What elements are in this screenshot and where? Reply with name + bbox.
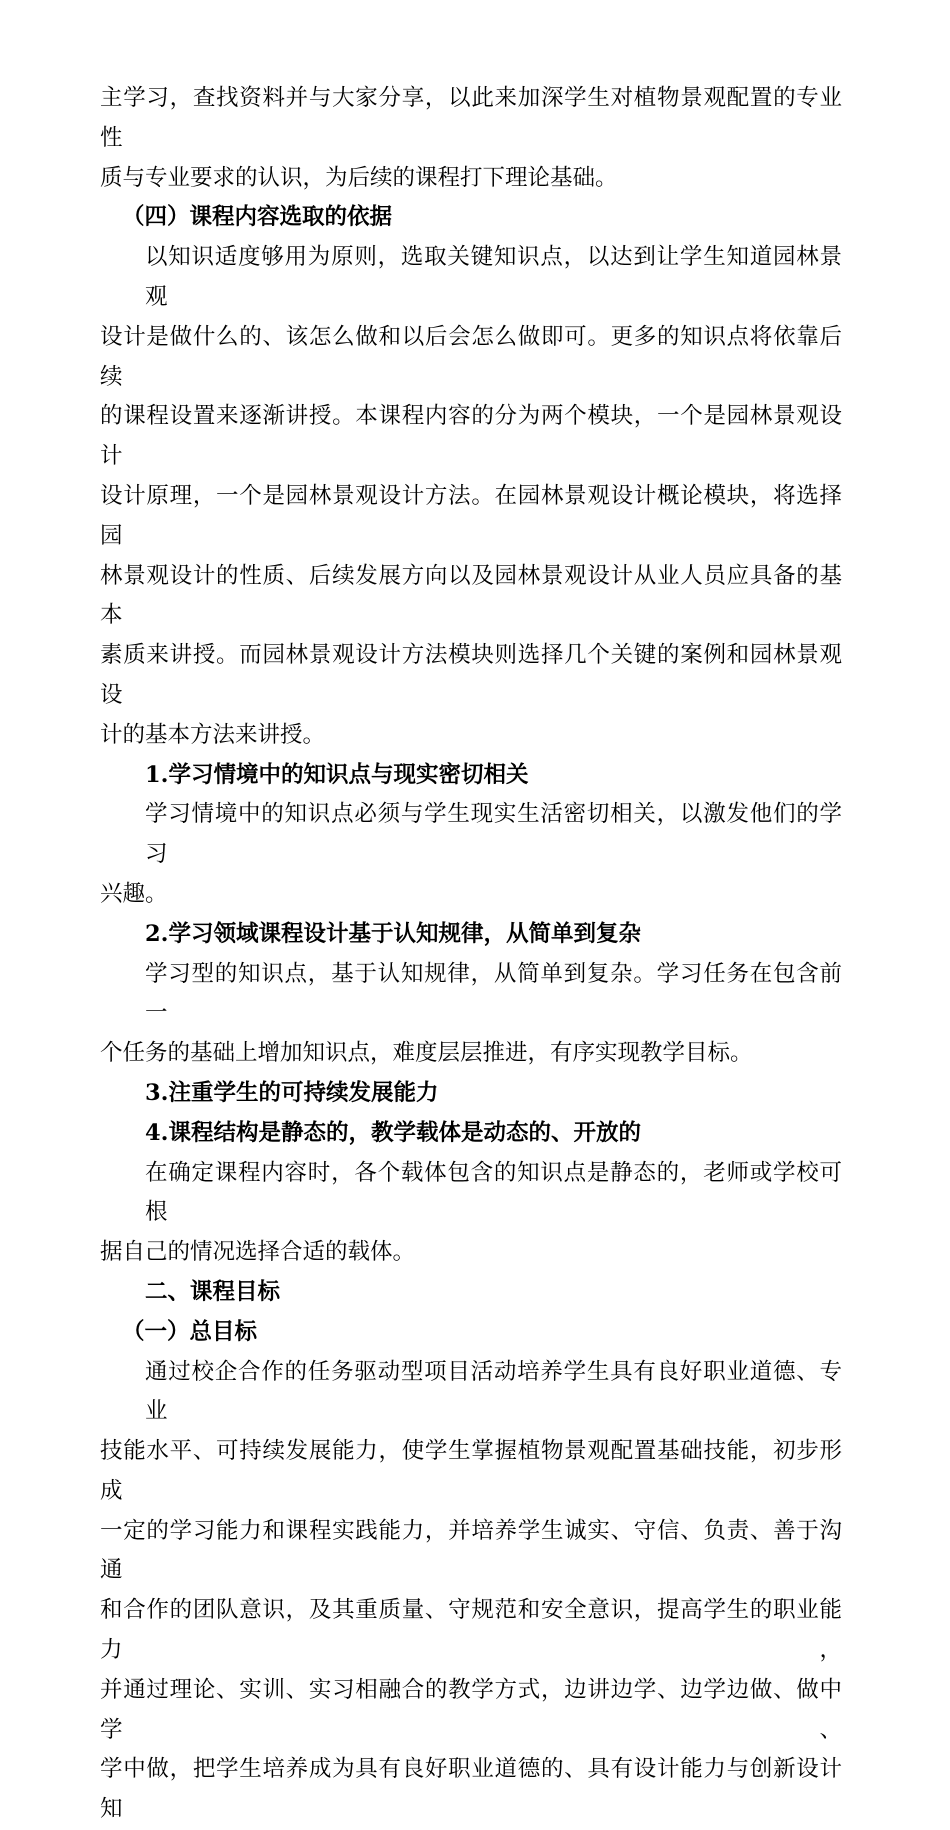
document-page	[100, 79, 842, 1830]
heading-text: 2.学习领域课程设计基于认知规律，从简单到复杂	[100, 915, 842, 955]
text-line: 学中做，把学生培养成为具有良好职业道德的、具有设计能力与创新设计知	[100, 1750, 842, 1830]
paragraph-6	[100, 1353, 842, 1830]
text-line: 一定的学习能力和课程实践能力，并培养学生诚实、守信、负责、善于沟通	[100, 1512, 842, 1592]
paragraph-2	[100, 238, 842, 755]
text-line: 通过校企合作的任务驱动型项目活动培养学生具有良好职业道德、专业	[100, 1353, 842, 1433]
text-line: 并通过理论、实训、实习相融合的教学方式，边讲边学、边学边做、做中学、	[100, 1671, 842, 1751]
subheading-4	[100, 1114, 842, 1154]
text-line: 设计原理，一个是园林景观设计方法。在园林景观设计概论模块，将选择园	[100, 477, 842, 557]
paragraph-5	[100, 1154, 842, 1273]
text-line: 以知识适度够用为原则，选取关键知识点，以达到让学生知道园林景观	[100, 238, 842, 318]
text-line: 设计是做什么的、该怎么做和以后会怎么做即可。更多的知识点将依靠后续	[100, 318, 842, 398]
text-line: 的课程设置来逐渐讲授。本课程内容的分为两个模块，一个是园林景观设计	[100, 397, 842, 477]
text-line: 主学习，查找资料并与大家分享，以此来加深学生对植物景观配置的专业性	[100, 79, 842, 159]
paragraph-1	[100, 79, 842, 198]
heading-text: （一）总目标	[100, 1313, 842, 1353]
subheading-1	[100, 756, 842, 796]
heading-text: 1.学习情境中的知识点与现实密切相关	[100, 756, 842, 796]
text-line: 学习情境中的知识点必须与学生现实生活密切相关，以激发他们的学习	[100, 795, 842, 875]
text-line: 技能水平、可持续发展能力，使学生掌握植物景观配置基础技能，初步形成	[100, 1432, 842, 1512]
paragraph-3	[100, 795, 842, 914]
heading-text: 4.课程结构是静态的，教学载体是动态的、开放的	[100, 1114, 842, 1154]
text-line: 学习型的知识点，基于认知规律，从简单到复杂。学习任务在包含前一	[100, 955, 842, 1035]
text-line: 据自己的情况选择合适的载体。	[100, 1233, 842, 1273]
section-heading-4	[100, 198, 842, 238]
text-line: 素质来讲授。而园林景观设计方法模块则选择几个关键的案例和园林景观设	[100, 636, 842, 716]
heading-text: 二、课程目标	[100, 1273, 842, 1313]
section-heading-general-goal	[100, 1313, 842, 1353]
text-line: 和合作的团队意识，及其重质量、守规范和安全意识，提高学生的职业能力，	[100, 1591, 842, 1671]
text-line: 在确定课程内容时，各个载体包含的知识点是静态的，老师或学校可根	[100, 1154, 842, 1234]
subheading-3	[100, 1074, 842, 1114]
heading-text: 3.注重学生的可持续发展能力	[100, 1074, 842, 1114]
section-heading-2	[100, 1273, 842, 1313]
heading-text: （四）课程内容选取的依据	[100, 198, 842, 238]
subheading-2	[100, 915, 842, 955]
text-line: 兴趣。	[100, 875, 842, 915]
text-line: 质与专业要求的认识，为后续的课程打下理论基础。	[100, 159, 842, 199]
text-line: 计的基本方法来讲授。	[100, 716, 842, 756]
text-line: 林景观设计的性质、后续发展方向以及园林景观设计从业人员应具备的基本	[100, 557, 842, 637]
text-line: 个任务的基础上增加知识点，难度层层推进，有序实现教学目标。	[100, 1034, 842, 1074]
paragraph-4	[100, 955, 842, 1074]
